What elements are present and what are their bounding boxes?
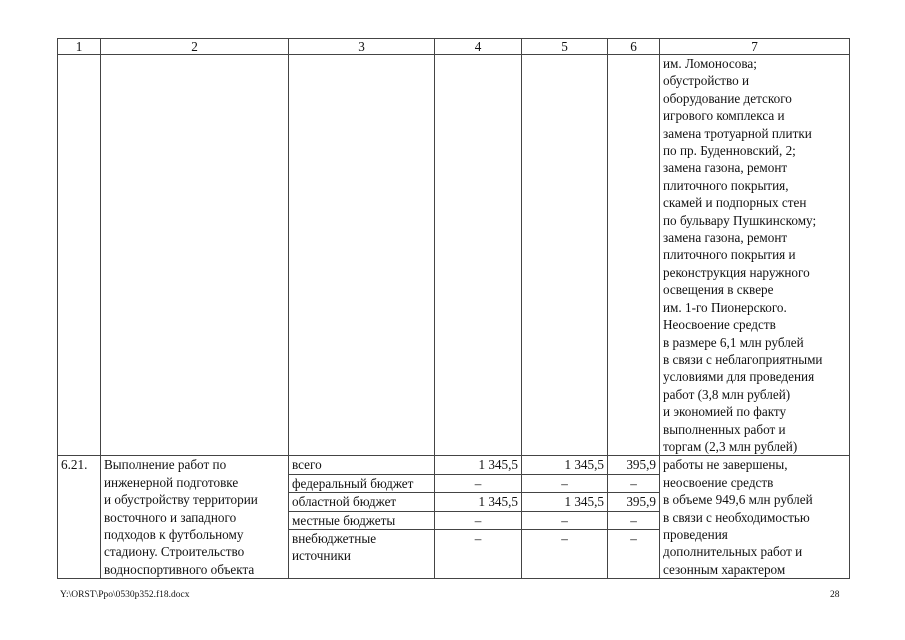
value-col6: – bbox=[608, 474, 660, 492]
value-col4: – bbox=[435, 511, 522, 529]
header-cell: 7 bbox=[660, 39, 850, 55]
value-col5: 1 345,5 bbox=[522, 493, 608, 511]
item-note: работы не завершены, неосвоение средств в объеме 949,6 млн рублей в связи с необходимостью проведения дополнительных работ и сезонным характером bbox=[660, 456, 850, 579]
value-col5: – bbox=[522, 511, 608, 529]
value-col5: 1 345,5 bbox=[522, 456, 608, 474]
empty-cell bbox=[435, 55, 522, 456]
value-col4: – bbox=[435, 529, 522, 578]
funding-source: внебюджетные источники bbox=[289, 529, 435, 578]
value-col4: – bbox=[435, 474, 522, 492]
funding-source: федеральный бюджет bbox=[289, 474, 435, 492]
footer-file-path: Y:\ORST\Ppo\0530p352.f18.docx bbox=[60, 590, 190, 600]
budget-table bbox=[57, 38, 850, 579]
value-col6: 395,9 bbox=[608, 456, 660, 474]
header-cell: 1 bbox=[58, 39, 101, 55]
header-cell: 4 bbox=[435, 39, 522, 55]
value-col4: 1 345,5 bbox=[435, 493, 522, 511]
value-col6: – bbox=[608, 511, 660, 529]
table-row bbox=[58, 456, 850, 474]
empty-cell bbox=[608, 55, 660, 456]
continuation-note: им. Ломоносова; обустройство и оборудование детского игрового комплекса и замена тротуарной плитки по пр. Буденновский, 2; замена газона, ремонт плиточного покрытия, скамей и подпорных стен по бульвару Пушкинскому; замена газона, ремонт плиточного покрытия и реконструкция наружного освещения в сквере им. 1-го Пионерского. Неосвоение средств в размере 6,1 млн рублей в связи с неблагоприятными условиями для проведения работ (3,8 млн рублей) и экономией по факту выполненных работ и торгам (2,3 млн рублей) bbox=[660, 55, 850, 456]
empty-cell bbox=[58, 55, 101, 456]
value-col6: 395,9 bbox=[608, 493, 660, 511]
value-col5: – bbox=[522, 474, 608, 492]
value-col5: – bbox=[522, 529, 608, 578]
value-col6: – bbox=[608, 529, 660, 578]
header-row bbox=[58, 39, 850, 55]
item-title: Выполнение работ по инженерной подготовке и обустройству территории восточного и западного подходов к футбольному стадиону. Строительство водноспортивного объекта bbox=[101, 456, 289, 579]
empty-cell bbox=[522, 55, 608, 456]
empty-cell bbox=[101, 55, 289, 456]
page-number: 28 bbox=[830, 590, 840, 600]
item-number: 6.21. bbox=[58, 456, 101, 579]
value-col4: 1 345,5 bbox=[435, 456, 522, 474]
header-cell: 3 bbox=[289, 39, 435, 55]
empty-cell bbox=[289, 55, 435, 456]
header-cell: 5 bbox=[522, 39, 608, 55]
funding-source: всего bbox=[289, 456, 435, 474]
funding-source: областной бюджет bbox=[289, 493, 435, 511]
header-cell: 2 bbox=[101, 39, 289, 55]
funding-source: местные бюджеты bbox=[289, 511, 435, 529]
continuation-row bbox=[58, 55, 850, 456]
header-cell: 6 bbox=[608, 39, 660, 55]
